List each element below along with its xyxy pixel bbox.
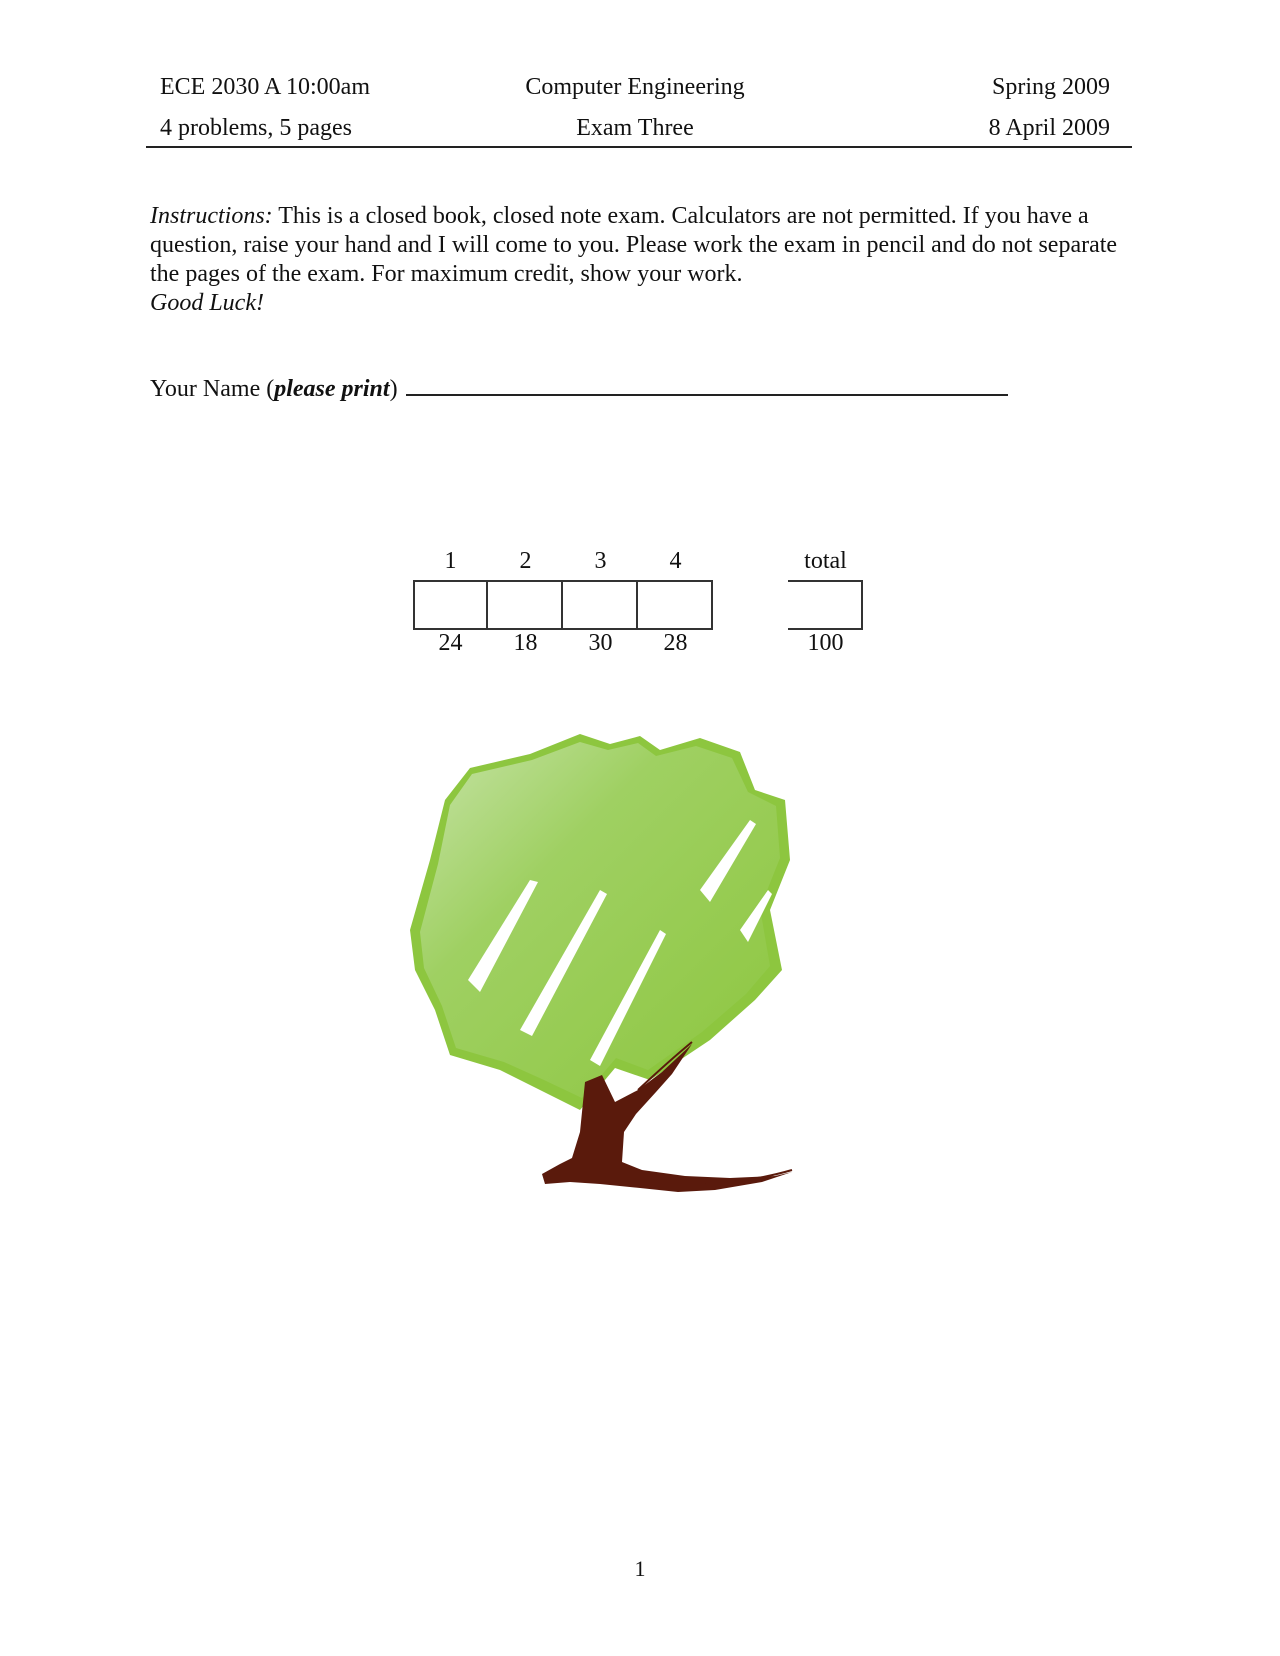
header-divider (146, 146, 1132, 148)
instructions-text: This is a closed book, closed note exam. Calculators are not permitted. If you have a question, raise your hand and I will come to you. Please work the exam in pencil and do not separate the pages of the exam. For maximum credit, show your work. (150, 203, 1118, 287)
term-label: Spring 2009 (991, 74, 1110, 100)
problem-number: 3 (594, 548, 607, 574)
problem-number: 2 (519, 548, 532, 574)
problem-points: 30 (588, 630, 613, 656)
name-field-prefix: Your Name ( (150, 376, 275, 402)
score-box-total[interactable] (788, 580, 863, 630)
total-points: 100 (807, 630, 844, 656)
instructions-block (150, 202, 1130, 318)
problem-points: 28 (663, 630, 688, 656)
department-label: Computer Engineering (525, 74, 745, 100)
tree-canopy (410, 734, 790, 1110)
score-box-4[interactable] (638, 580, 713, 630)
score-box-3[interactable] (563, 580, 638, 630)
name-field-suffix: ) (389, 376, 398, 402)
exam-title: Exam Three (576, 115, 694, 141)
header-row-2 (150, 115, 1120, 149)
tree-icon (410, 730, 840, 1270)
total-label: total (804, 548, 847, 574)
problem-number: 1 (444, 548, 457, 574)
name-field (150, 374, 1008, 403)
exam-date: 8 April 2009 (988, 115, 1110, 141)
page-number: 1 (634, 1556, 646, 1581)
score-box-1[interactable] (413, 580, 488, 630)
problem-points: 24 (438, 630, 463, 656)
name-input-line[interactable] (406, 374, 1008, 396)
score-table (0, 548, 1280, 668)
problem-number: 4 (669, 548, 682, 574)
instructions-label: Instructions: (150, 203, 273, 229)
header-row-1 (150, 74, 1120, 108)
problem-points: 18 (513, 630, 538, 656)
good-luck-text: Good Luck! (150, 290, 264, 316)
name-field-emphasis: please print (274, 376, 390, 402)
course-label: ECE 2030 A 10:00am (160, 74, 370, 100)
score-box-2[interactable] (488, 580, 563, 630)
scope-label: 4 problems, 5 pages (160, 115, 352, 141)
